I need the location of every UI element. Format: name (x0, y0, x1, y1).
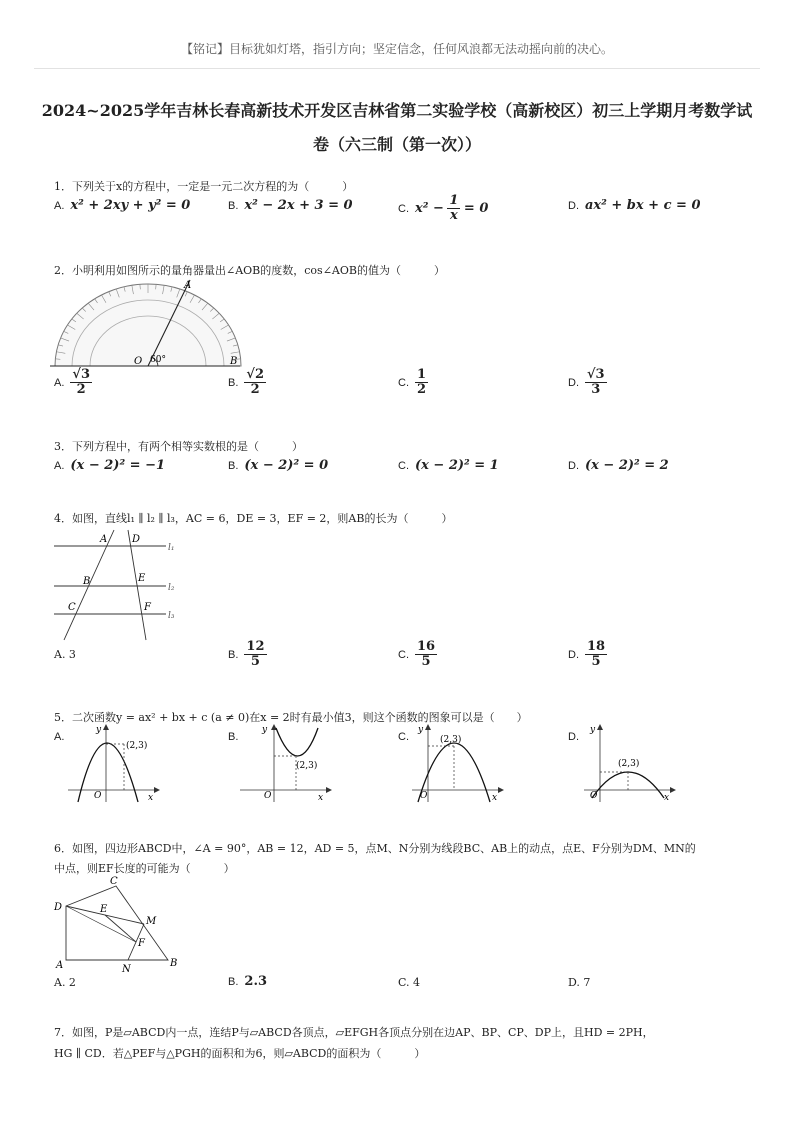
q5a-y: y (96, 725, 102, 735)
q6-option-a[interactable]: A. 2 (54, 976, 76, 989)
q6-quadrilateral-figure (48, 874, 188, 974)
header-divider (34, 68, 760, 69)
q5c-x: x (492, 793, 498, 803)
q5-graph-c (410, 722, 506, 804)
q3-option-d[interactable]: D. (x − 2)² = 2 (568, 458, 669, 473)
q5-graph-a (66, 722, 162, 804)
q5-stem: 5．二次函数y = ax² + bx + c (a ≠ 0)在x = 2时有最小值3，则这个函数的图象可以是（ ） (54, 711, 528, 724)
q2-option-c[interactable]: C. $\frac{1}{2}$ (398, 367, 427, 398)
q4-label-c: C (68, 602, 76, 613)
q2-option-a[interactable]: A. $\frac{√3}{2}$ (54, 367, 90, 398)
q6-option-c[interactable]: C. 4 (398, 976, 421, 989)
q4-label-l3: l₃ (168, 611, 175, 621)
q5c-point: (2,3) (440, 735, 462, 745)
q3-stem: 3．下列方程中，有两个相等实数根的是（ ） (54, 440, 303, 453)
q5-option-c[interactable]: C. (398, 731, 409, 743)
q6-stem-line2: 中点，则EF长度的可能为（ ） (54, 862, 235, 875)
q5b-origin: O (264, 791, 272, 801)
q6-label-n: N (122, 964, 131, 974)
q6-option-b[interactable]: B. 2.3 (228, 974, 268, 989)
q6-label-a: A (56, 960, 64, 971)
q6-label-c: C (110, 876, 118, 887)
q5-option-b[interactable]: B. (228, 731, 239, 743)
q5c-origin: O (420, 791, 428, 801)
q1-stem: 1．下列关于x的方程中，一定是一元二次方程的为（ ） (54, 180, 354, 193)
q1-option-d[interactable]: D. ax² + bx + c = 0 (568, 198, 701, 213)
q4-stem: 4．如图，直线l₁ ∥ l₂ ∥ l₃，AC = 6，DE = 3，EF = 2，则AB的长为（ ） (54, 512, 453, 525)
q4-label-e: E (138, 573, 146, 584)
q5-graph-b (238, 722, 334, 804)
q3-option-a[interactable]: A. (x − 2)² = −1 (54, 458, 166, 473)
q6-label-f: F (138, 938, 145, 949)
q2-protractor-figure (50, 278, 250, 370)
q7-stem-line1: 7．如图，P是▱ABCD内一点，连结P与▱ABCD各顶点，▱EFGH各顶点分别在边AP、BP、CP、DP上，且HD = 2PH， (54, 1026, 654, 1039)
page-title-line2: 卷（六三制（第一次）） (312, 135, 481, 154)
q1-option-b[interactable]: B. x² − 2x + 3 = 0 (228, 198, 353, 213)
q5a-origin: O (94, 791, 102, 801)
header-motto: 【铭记】目标犹如灯塔，指引方向；坚定信念，任何风浪都无法动摇向前的决心。 (180, 42, 613, 56)
q5d-y: y (590, 725, 596, 735)
q5b-x: x (318, 793, 324, 803)
q2-angle-label: 60° (150, 355, 166, 365)
q4-option-b[interactable]: B. $\frac{12}{5}$ (228, 639, 265, 670)
q6-label-b: B (170, 958, 178, 969)
q4-label-f: F (144, 602, 151, 613)
q2-option-d[interactable]: D. $\frac{√3}{3}$ (568, 367, 605, 398)
q5b-point: (2,3) (296, 761, 318, 771)
q5-graph-d (582, 722, 678, 804)
q7-stem-line2: HG ∥ CD．若△PEF与△PGH的面积和为6，则▱ABCD的面积为（ ） (54, 1047, 426, 1060)
q2-option-b[interactable]: B. $\frac{√2}{2}$ (228, 367, 264, 398)
page-title-line1: 2024~2025学年吉林长春高新技术开发区吉林省第二实验学校（高新校区）初三上学期月考数学试 (41, 101, 753, 120)
q4-option-a[interactable]: A. 3 (54, 648, 76, 661)
q5a-x: x (148, 793, 154, 803)
q5-option-d[interactable]: D. (568, 731, 579, 743)
q2-label-b: B (230, 356, 238, 367)
q4-option-d[interactable]: D. $\frac{18}{5}$ (568, 639, 606, 670)
q1-option-a[interactable]: A. x² + 2xy + y² = 0 (54, 198, 191, 213)
q5a-point: (2,3) (126, 741, 148, 751)
q3-option-c[interactable]: C. (x − 2)² = 1 (398, 458, 499, 473)
q4-label-l1: l₁ (168, 543, 175, 553)
q4-label-b: B (83, 576, 91, 587)
q3-option-b[interactable]: B. (x − 2)² = 0 (228, 458, 329, 473)
q4-label-a: A (100, 534, 108, 545)
q5d-origin: O (590, 791, 598, 801)
q2-stem: 2．小明利用如图所示的量角器量出∠AOB的度数，cos∠AOB的值为（ ） (54, 264, 445, 277)
q4-parallel-lines-figure (50, 526, 190, 644)
q2-label-a: A (184, 280, 192, 291)
q6-label-e: E (100, 904, 108, 915)
q5b-y: y (262, 725, 268, 735)
q1-option-c[interactable]: C. x² − $\frac{1}{x}$ = 0 (398, 193, 489, 224)
q6-label-d: D (54, 902, 63, 913)
q4-label-l2: l₂ (168, 583, 175, 593)
q2-label-o: O (134, 356, 143, 367)
q4-option-c[interactable]: C. $\frac{16}{5}$ (398, 639, 436, 670)
q5d-x: x (664, 793, 670, 803)
q5c-y: y (418, 725, 424, 735)
q6-option-d[interactable]: D. 7 (568, 976, 591, 989)
q5d-point: (2,3) (618, 759, 640, 769)
q6-label-m: M (146, 916, 157, 927)
q4-label-d: D (132, 534, 141, 545)
q5-option-a[interactable]: A. (54, 731, 65, 743)
q6-stem-line1: 6．如图，四边形ABCD中，∠A = 90°，AB = 12，AD = 5，点M、N分别为线段BC、AB上的动点，点E、F分别为DM、MN的 (54, 842, 696, 855)
